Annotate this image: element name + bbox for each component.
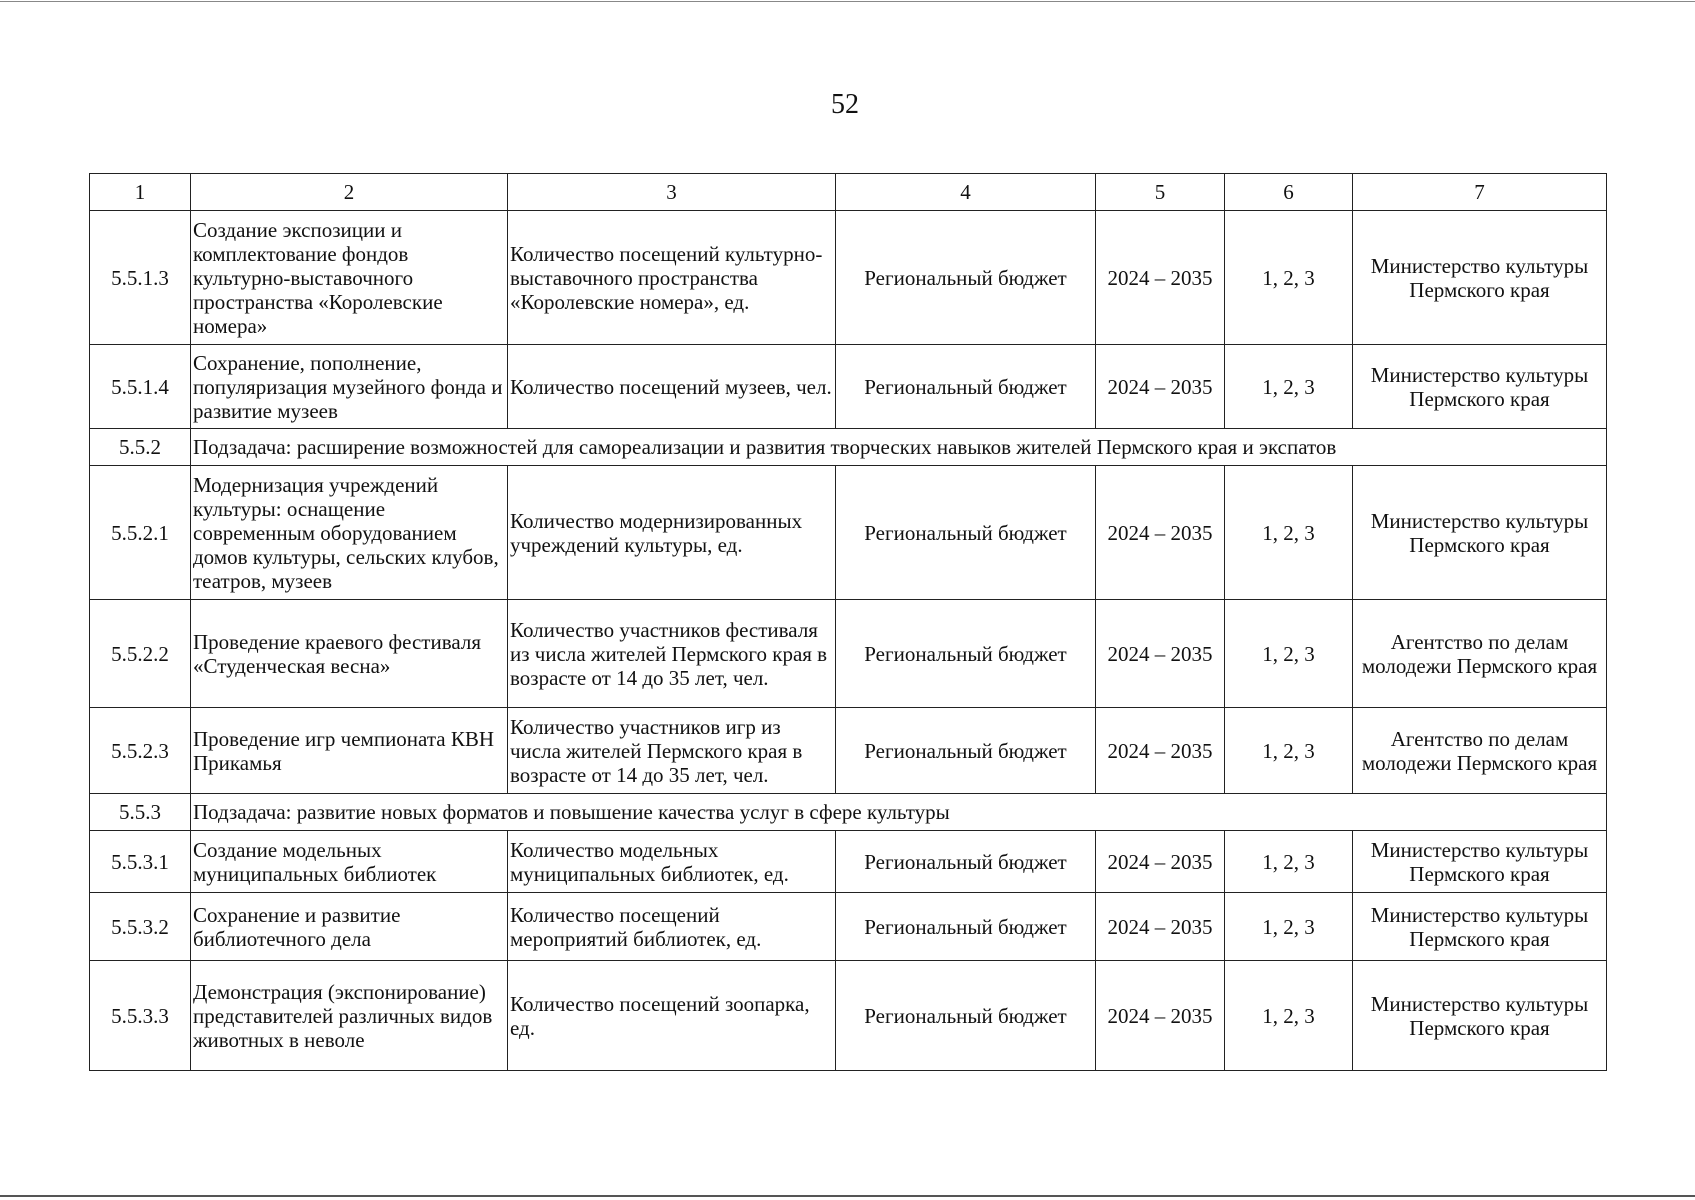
implementation-period: 2024 – 2035 [1096,345,1225,429]
implementation-stages: 1, 2, 3 [1225,466,1353,600]
activity-code: 5.5.2.1 [90,466,191,600]
column-header: 3 [508,174,836,211]
activity-code: 5.5.3.2 [90,893,191,961]
activity-name: Демонстрация (экспонирование) представителей различных видов животных в неволе [191,961,508,1071]
activity-code: 5.5.2.2 [90,600,191,708]
funding-source: Региональный бюджет [836,961,1096,1071]
responsible-executor: Министерство культуры Пермского края [1353,211,1607,345]
indicator-name: Количество посещений музеев, чел. [508,345,836,429]
activity-code: 5.5.3.1 [90,831,191,893]
activity-name: Создание экспозиции и комплектование фондов культурно-выставочного пространства «Королевские номера» [191,211,508,345]
funding-source: Региональный бюджет [836,600,1096,708]
program-activities-table [89,173,1607,1071]
activity-code: 5.5.3.3 [90,961,191,1071]
activity-code: 5.5.2.3 [90,708,191,794]
column-header: 7 [1353,174,1607,211]
table-row [90,831,1607,893]
activity-name: Сохранение, пополнение, популяризация музейного фонда и развитие музеев [191,345,508,429]
implementation-stages: 1, 2, 3 [1225,831,1353,893]
table-row [90,211,1607,345]
column-header: 4 [836,174,1096,211]
indicator-name: Количество посещений мероприятий библиотек, ед. [508,893,836,961]
implementation-stages: 1, 2, 3 [1225,600,1353,708]
implementation-period: 2024 – 2035 [1096,466,1225,600]
implementation-period: 2024 – 2035 [1096,708,1225,794]
table-row [90,466,1607,600]
subtask-row [90,429,1607,466]
funding-source: Региональный бюджет [836,466,1096,600]
activity-name: Проведение краевого фестиваля «Студенческая весна» [191,600,508,708]
indicator-name: Количество модельных муниципальных библиотек, ед. [508,831,836,893]
column-header: 2 [191,174,508,211]
subtask-title: Подзадача: расширение возможностей для самореализации и развития творческих навыков жителей Пермского края и экспатов [191,429,1607,466]
responsible-executor: Агентство по делам молодежи Пермского края [1353,600,1607,708]
funding-source: Региональный бюджет [836,831,1096,893]
subtask-title: Подзадача: развитие новых форматов и повышение качества услуг в сфере культуры [191,794,1607,831]
implementation-stages: 1, 2, 3 [1225,961,1353,1071]
activity-name: Проведение игр чемпионата КВН Прикамья [191,708,508,794]
table-row [90,600,1607,708]
indicator-name: Количество модернизированных учреждений культуры, ед. [508,466,836,600]
implementation-stages: 1, 2, 3 [1225,211,1353,345]
responsible-executor: Министерство культуры Пермского края [1353,345,1607,429]
table-header-row [90,174,1607,211]
indicator-name: Количество участников фестиваля из числа жителей Пермского края в возрасте от 14 до 35 лет, чел. [508,600,836,708]
table-row [90,961,1607,1071]
activity-code: 5.5.1.4 [90,345,191,429]
table-row [90,708,1607,794]
column-header: 1 [90,174,191,211]
column-header: 5 [1096,174,1225,211]
indicator-name: Количество посещений зоопарка, ед. [508,961,836,1071]
implementation-period: 2024 – 2035 [1096,600,1225,708]
scan-bottom-edge [0,1195,1695,1197]
responsible-executor: Министерство культуры Пермского края [1353,893,1607,961]
indicator-name: Количество посещений культурно-выставочного пространства «Королевские номера», ед. [508,211,836,345]
activity-code: 5.5.1.3 [90,211,191,345]
scan-top-edge [0,1,1695,2]
column-header: 6 [1225,174,1353,211]
subtask-row [90,794,1607,831]
table-row [90,893,1607,961]
implementation-stages: 1, 2, 3 [1225,345,1353,429]
indicator-name: Количество участников игр из числа жителей Пермского края в возрасте от 14 до 35 лет, чел. [508,708,836,794]
activity-name: Модернизация учреждений культуры: оснащение современным оборудованием домов культуры, сельских клубов, театров, музеев [191,466,508,600]
subtask-code: 5.5.2 [90,429,191,466]
activity-name: Сохранение и развитие библиотечного дела [191,893,508,961]
responsible-executor: Министерство культуры Пермского края [1353,466,1607,600]
funding-source: Региональный бюджет [836,211,1096,345]
page-number: 52 [831,89,859,120]
implementation-stages: 1, 2, 3 [1225,893,1353,961]
implementation-period: 2024 – 2035 [1096,831,1225,893]
responsible-executor: Министерство культуры Пермского края [1353,961,1607,1071]
table-row [90,345,1607,429]
subtask-code: 5.5.3 [90,794,191,831]
funding-source: Региональный бюджет [836,708,1096,794]
implementation-period: 2024 – 2035 [1096,961,1225,1071]
activity-name: Создание модельных муниципальных библиотек [191,831,508,893]
implementation-period: 2024 – 2035 [1096,211,1225,345]
responsible-executor: Министерство культуры Пермского края [1353,831,1607,893]
responsible-executor: Агентство по делам молодежи Пермского края [1353,708,1607,794]
funding-source: Региональный бюджет [836,345,1096,429]
implementation-stages: 1, 2, 3 [1225,708,1353,794]
funding-source: Региональный бюджет [836,893,1096,961]
implementation-period: 2024 – 2035 [1096,893,1225,961]
